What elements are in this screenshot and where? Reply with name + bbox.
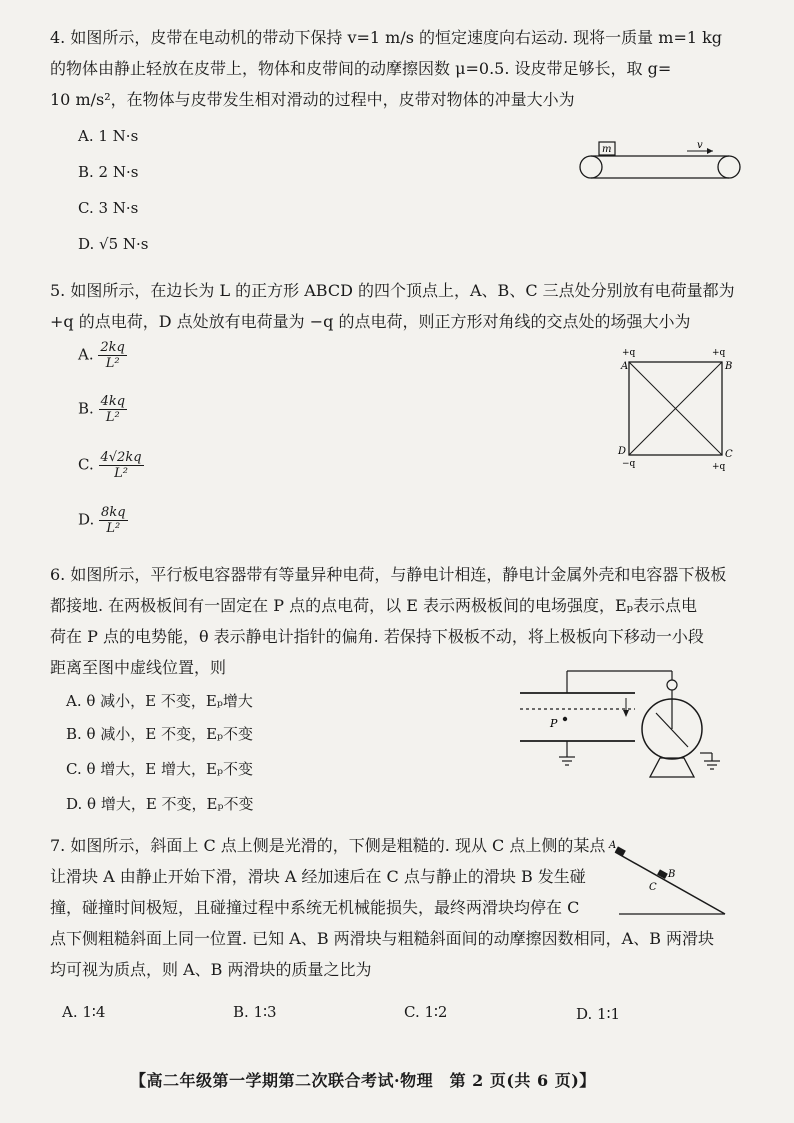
question-4-option-a: A. 1 N·s xyxy=(78,127,139,145)
question-7-line-2: 让滑块 A 由静止开始下滑，滑块 A 经加速后在 C 点与静止的滑块 B 发生碰 xyxy=(50,867,586,886)
numerator: 2kq xyxy=(100,340,125,355)
vertex-a-label: A xyxy=(621,361,629,372)
vertex-b-label: B xyxy=(725,361,733,372)
question-4-option-c: C. 3 N·s xyxy=(78,199,139,217)
fraction xyxy=(99,505,127,536)
fraction xyxy=(99,394,127,425)
question-7-line-3: 撞，碰撞时间极短，且碰撞过程中系统无机械能损失，最终两滑块均停在 C xyxy=(50,898,580,917)
option-label: C. xyxy=(78,455,94,474)
numerator: 8kq xyxy=(101,505,126,520)
question-5-option-c xyxy=(78,450,144,481)
option-label: D. xyxy=(78,510,95,529)
block-m-label: m xyxy=(602,144,612,155)
denominator: L² xyxy=(105,410,120,425)
question-6-line-1: 6. 如图所示，平行板电容器带有等量异种电荷，与静电计相连，静电计金属外壳和电容器下极板 xyxy=(50,565,727,584)
question-7-line-5: 均可视为质点，则 A、B 两滑块的质量之比为 xyxy=(50,960,372,979)
question-7-option-a: A. 1∶4 xyxy=(62,1003,106,1021)
question-7-option-b: B. 1∶3 xyxy=(233,1003,277,1021)
point-p-charge xyxy=(563,717,567,721)
right-pulley xyxy=(718,156,740,178)
question-7-line-1: 7. 如图所示，斜面上 C 点上侧是光滑的，下侧是粗糙的. 现从 C 点上侧的某点 xyxy=(50,836,606,855)
question-5-line-1: 5. 如图所示，在边长为 L 的正方形 ABCD 的四个顶点上，A、B、C 三点处分别放有电荷量都为 xyxy=(50,281,735,300)
block-b xyxy=(657,869,668,879)
question-5-line-2: +q 的点电荷，D 点处放有电荷量为 −q 的点电荷，则正方形对角线的交点处的场强大小为 xyxy=(50,312,691,331)
vertex-c-label: C xyxy=(725,449,733,460)
charge-a-label: +q xyxy=(622,348,636,358)
question-5-option-b xyxy=(78,394,127,425)
charge-b-label: +q xyxy=(712,348,726,358)
question-6-line-3: 荷在 P 点的电势能，θ 表示静电计指针的偏角. 若保持下极板不动，将上极板向下移动一小段 xyxy=(50,627,704,646)
capacitor-electrometer-figure xyxy=(510,665,740,790)
fraction xyxy=(99,450,144,481)
question-6-option-a: A. θ 减小，E 不变，Eₚ增大 xyxy=(66,692,253,710)
question-7-option-d: D. 1∶1 xyxy=(576,1005,621,1023)
question-4-option-d: D. √5 N·s xyxy=(78,235,149,253)
velocity-label: v xyxy=(697,140,703,151)
denominator: L² xyxy=(106,521,121,536)
question-4 xyxy=(50,22,750,115)
numerator: 4√2kq xyxy=(100,450,142,465)
question-6-option-c: C. θ 增大，E 增大，Eₚ不变 xyxy=(66,760,253,778)
incline-figure xyxy=(605,838,730,918)
charge-c-label: +q xyxy=(712,462,726,472)
question-6-option-b: B. θ 减小，E 不变，Eₚ不变 xyxy=(66,725,254,743)
denominator: L² xyxy=(105,356,120,371)
option-label: B. xyxy=(78,399,94,418)
left-pulley xyxy=(580,156,602,178)
block-a-label: A xyxy=(609,840,617,851)
square-charges-figure xyxy=(612,344,742,472)
vertex-d-label: D xyxy=(618,446,627,457)
move-arrowhead xyxy=(623,710,629,717)
velocity-arrowhead xyxy=(707,148,713,154)
option-label: A. xyxy=(78,345,94,364)
question-4-option-b: B. 2 N·s xyxy=(78,163,139,181)
charge-d-label: −q xyxy=(622,459,636,469)
question-7-line-4: 点下侧粗糙斜面上同一位置. 已知 A、B 两滑块与粗糙斜面间的动摩擦因数相同，A、B 两滑块 xyxy=(50,929,715,948)
numerator: 4kq xyxy=(100,394,126,409)
electrometer-knob xyxy=(667,680,677,690)
question-5-option-d xyxy=(78,505,128,536)
question-6-line-2: 都接地. 在两极板间有一固定在 P 点的点电荷，以 E 表示两极板间的电场强度，Eₚ表示点电 xyxy=(50,596,698,615)
incline-surface xyxy=(615,852,725,914)
question-5 xyxy=(50,275,750,337)
page-footer: 【高二年级第一学期第二次联合考试·物理 第 2 页(共 6 页)】 xyxy=(130,1071,596,1090)
point-c-label: C xyxy=(649,882,657,893)
point-p-label: P xyxy=(550,717,558,730)
question-4-line-1: 4. 如图所示，皮带在电动机的带动下保持 v=1 m/s 的恒定速度向右运动. 现将一质量 m=1 kg xyxy=(50,28,723,47)
question-5-option-a xyxy=(78,340,127,371)
question-6-option-d: D. θ 增大，E 不变，Eₚ不变 xyxy=(66,795,254,813)
question-7-option-c: C. 1∶2 xyxy=(404,1003,448,1021)
block-b-label: B xyxy=(668,869,676,880)
question-6-line-4: 距离至图中虚线位置，则 xyxy=(50,658,227,677)
question-4-line-2: 的物体由静止轻放在皮带上，物体和皮带间的动摩擦因数 μ=0.5. 设皮带足够长，取 g= xyxy=(50,59,672,78)
denominator: L² xyxy=(114,466,128,481)
electrometer-base xyxy=(650,758,694,777)
question-4-line-3: 10 m/s²，在物体与皮带发生相对滑动的过程中，皮带对物体的冲量大小为 xyxy=(50,90,575,109)
conveyor-belt-figure xyxy=(575,138,745,186)
block-a xyxy=(615,846,626,856)
fraction xyxy=(98,340,126,371)
